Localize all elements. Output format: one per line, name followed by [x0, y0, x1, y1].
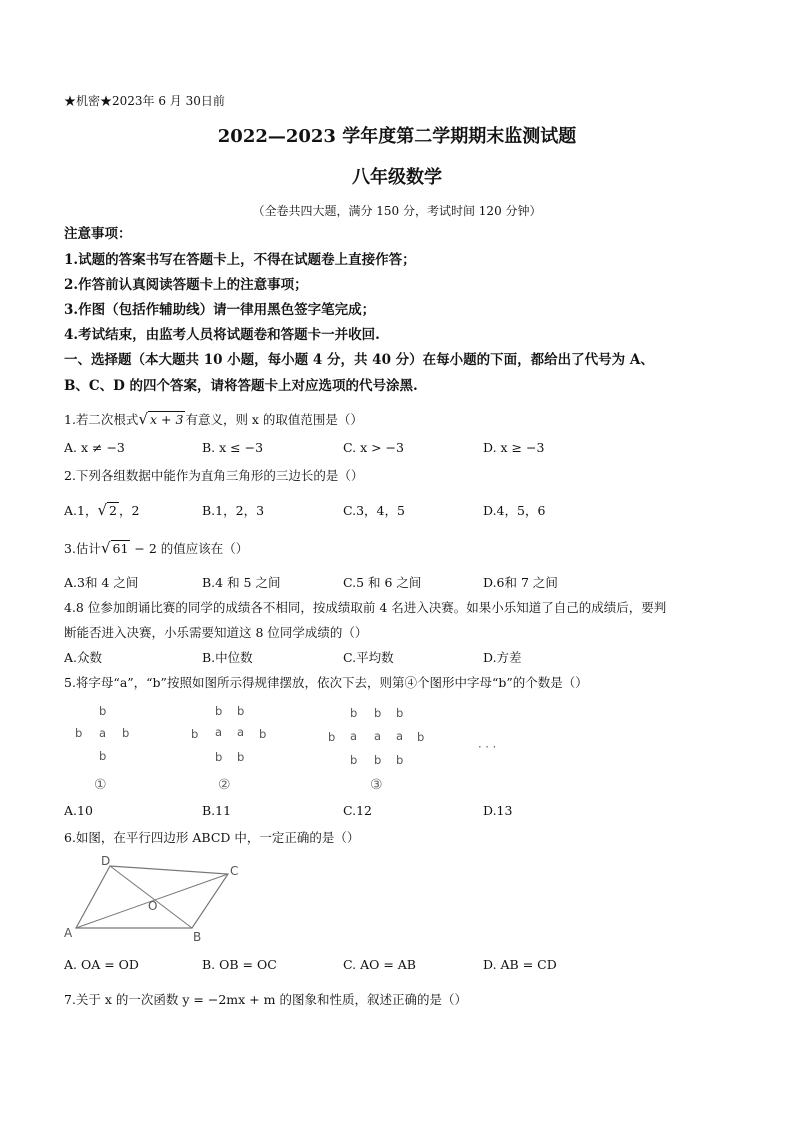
- q6-option-b[interactable]: B. OB = OC: [202, 957, 277, 972]
- note-item: 1.试题的答案书写在答题卡上，不得在试题卷上直接作答；: [64, 252, 416, 268]
- note-item: 3.作图（包括作辅助线）请一律用黑色签字笔完成；: [64, 302, 376, 318]
- exam-title: 2022—2023 学年度第二学期期末监测试题: [217, 126, 577, 147]
- letter-a: a: [374, 729, 382, 743]
- figure-label: ②: [218, 777, 231, 793]
- letter-b: b: [328, 730, 336, 744]
- q3-option-c[interactable]: C.5 和 6 之间: [343, 575, 422, 590]
- letter-b: b: [350, 753, 358, 767]
- q6-option-d[interactable]: D. AB = CD: [483, 957, 557, 972]
- letter-b: b: [75, 726, 83, 740]
- letter-a: a: [99, 726, 107, 740]
- letter-b: b: [374, 753, 382, 767]
- q1-text-pre: 1.若二次根式: [64, 412, 139, 427]
- point-label-b: B: [193, 930, 202, 944]
- q6-option-c[interactable]: C. AO = AB: [343, 957, 416, 972]
- point-label-c: C: [230, 864, 239, 878]
- letter-b: b: [417, 730, 425, 744]
- question-4-line2: 断能否进入决赛，小乐需要知道这 8 位同学成绩的（）: [64, 625, 368, 640]
- q4-option-a[interactable]: A.众数: [64, 650, 103, 665]
- q4-option-b[interactable]: B.中位数: [202, 650, 253, 665]
- q5-option-a[interactable]: A.10: [64, 803, 93, 818]
- q1-option-a[interactable]: A. x ≠ −3: [64, 440, 125, 455]
- q3-text-post: − 2 的值应该在（）: [130, 541, 249, 556]
- q3-option-d[interactable]: D.6和 7 之间: [483, 575, 558, 590]
- q3-text-pre: 3.估计: [64, 541, 101, 556]
- ellipsis: · · ·: [478, 740, 497, 754]
- letter-b: b: [237, 750, 245, 764]
- note-item: 4.考试结束，由监考人员将试题卷和答题卡一并收回.: [64, 327, 380, 343]
- notes-heading: 注意事项：: [64, 226, 132, 242]
- q5-option-b[interactable]: B.11: [202, 803, 232, 818]
- q3-option-b[interactable]: B.4 和 5 之间: [202, 575, 281, 590]
- q1-radicand: x + 3: [150, 412, 184, 427]
- question-7: 7.关于 x 的一次函数 y = −2mx + m 的图象和性质，叙述正确的是（）: [64, 992, 467, 1007]
- diagonal-bd: [110, 866, 192, 928]
- q5-option-d[interactable]: D.13: [483, 803, 513, 818]
- letter-b: b: [396, 706, 404, 720]
- q2-opt-a-post: ，2: [118, 503, 140, 518]
- letter-b: b: [396, 753, 404, 767]
- letter-b: b: [122, 726, 130, 740]
- sqrt-icon: √: [97, 501, 108, 519]
- letter-a: a: [350, 729, 358, 743]
- figure-label: ③: [370, 777, 383, 793]
- q4-option-c[interactable]: C.平均数: [343, 650, 394, 665]
- q6-option-a[interactable]: A. OA = OD: [64, 957, 139, 972]
- q2-option-a[interactable]: [64, 501, 139, 519]
- q5-option-c[interactable]: C.12: [343, 803, 372, 818]
- letter-b: b: [99, 749, 107, 763]
- question-3: [64, 539, 248, 557]
- letter-b: b: [99, 704, 107, 718]
- figure-label: ①: [94, 777, 107, 793]
- q1-option-c[interactable]: C. x > −3: [343, 440, 404, 455]
- q1-option-b[interactable]: B. x ≤ −3: [202, 440, 264, 455]
- point-label-a: A: [64, 926, 73, 940]
- question-5: 5.将字母“a”，“b”按照如图所示得规律摆放，依次下去，则第④个图形中字母“b”的个数是（）: [64, 675, 588, 690]
- parallelogram-abcd: [76, 866, 228, 928]
- question-1: [64, 410, 363, 428]
- confidential-label: ★机密★2023年 6 月 30日前: [64, 94, 225, 108]
- letter-a: a: [237, 725, 245, 739]
- q2-opt-a-radicand: 2: [109, 503, 117, 518]
- sqrt-icon: √: [138, 410, 148, 428]
- q1-text-post: 有意义，则 x 的取值范围是（）: [185, 412, 363, 427]
- q2-option-d[interactable]: D.4，5，6: [483, 503, 546, 518]
- note-item: 2.作答前认真阅读答题卡上的注意事项；: [64, 277, 308, 293]
- section-heading-line1: 一、选择题（本大题共 10 小题，每小题 4 分，共 40 分）在每小题的下面，都给出了代号为 A、: [64, 352, 654, 368]
- sqrt-icon: √: [100, 539, 111, 557]
- q2-option-b[interactable]: B.1，2，3: [202, 503, 265, 518]
- point-label-o: O: [148, 899, 158, 913]
- letter-b: b: [374, 706, 382, 720]
- parallelogram-figure: [60, 852, 250, 944]
- q3-option-a[interactable]: A.3和 4 之间: [64, 575, 139, 590]
- question-6: 6.如图，在平行四边形 ABCD 中，一定正确的是（）: [64, 830, 360, 845]
- q2-option-c[interactable]: C.3，4，5: [343, 503, 405, 518]
- letter-b: b: [215, 750, 223, 764]
- letter-a: a: [215, 725, 223, 739]
- q3-radicand: 61: [112, 541, 129, 556]
- q1-option-d[interactable]: D. x ≥ −3: [483, 440, 545, 455]
- question-4-line1: 4.8 位参加朗诵比赛的同学的成绩各不相同，按成绩取前 4 名进入决赛。如果小乐知道了自己的成绩后，要判: [64, 600, 667, 615]
- letter-b: b: [191, 727, 199, 741]
- section-heading-line2: B、C、D 的四个答案，请将答题卡上对应选项的代号涂黑.: [64, 378, 418, 394]
- letter-b: b: [237, 704, 245, 718]
- question-2: 2.下列各组数据中能作为直角三角形的三边长的是（）: [64, 468, 364, 483]
- exam-info: （全卷共四大题，满分 150 分，考试时间 120 分钟）: [252, 204, 542, 218]
- letter-a: a: [396, 729, 404, 743]
- q4-option-d[interactable]: D.方差: [483, 650, 522, 665]
- letter-b: b: [259, 727, 267, 741]
- letter-b: b: [350, 706, 358, 720]
- q2-opt-a-pre: A.1，: [64, 503, 98, 518]
- point-label-d: D: [101, 854, 111, 868]
- letter-b: b: [215, 704, 223, 718]
- exam-subject: 八年级数学: [352, 167, 442, 188]
- letter-pattern-figure: [64, 700, 524, 800]
